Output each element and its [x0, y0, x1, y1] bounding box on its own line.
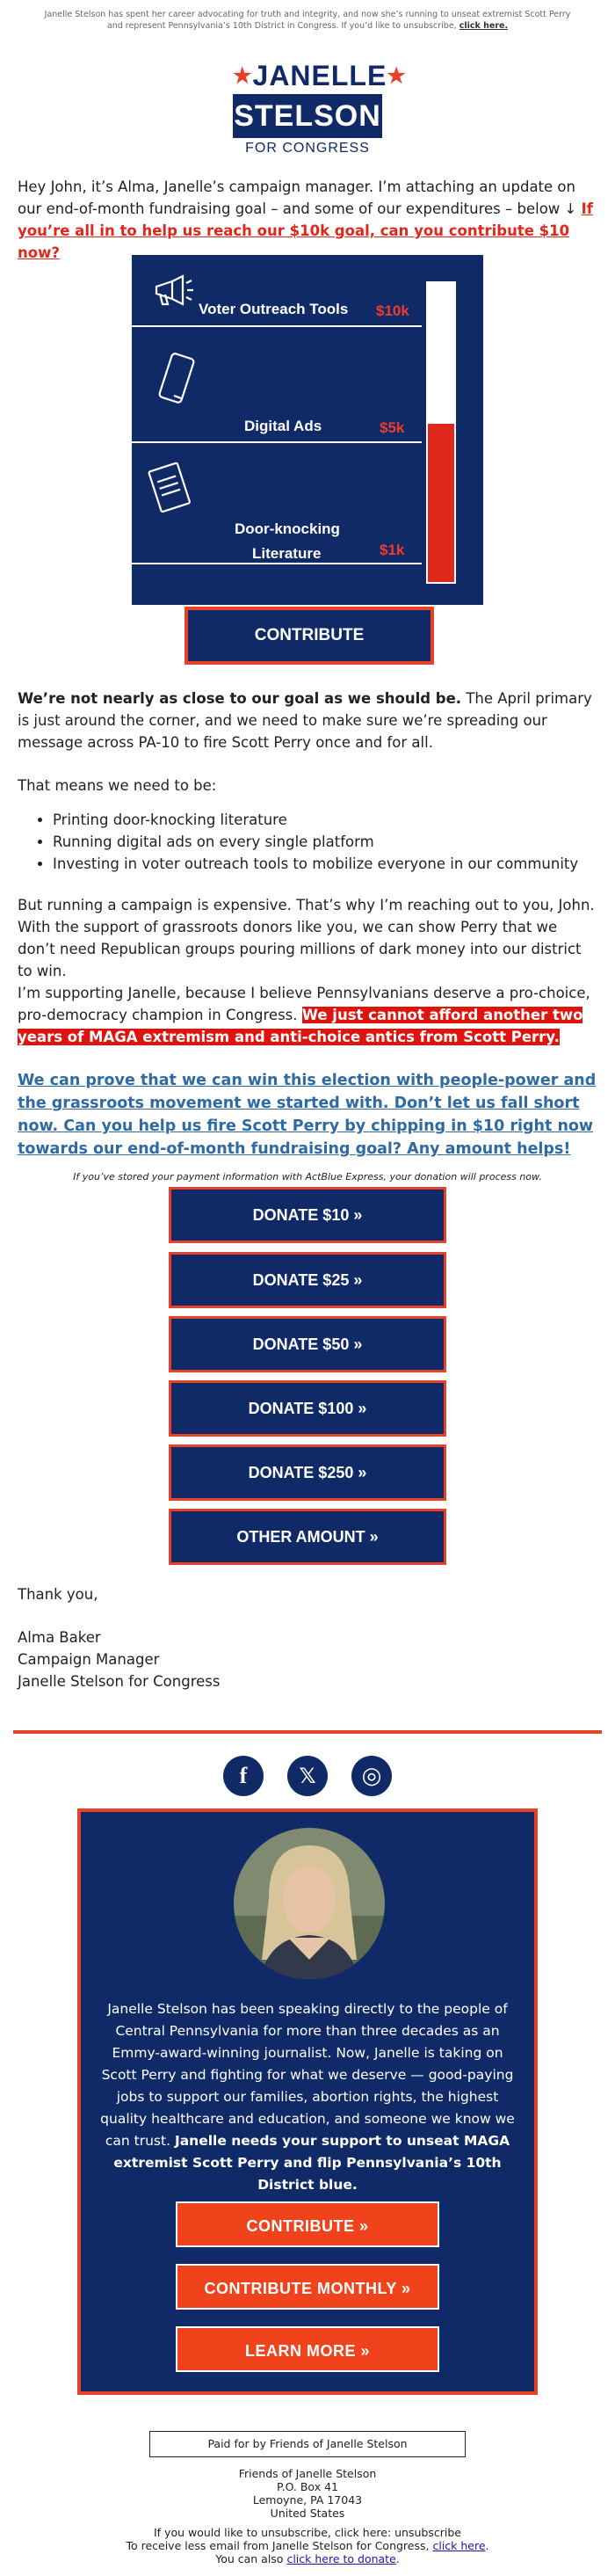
logo-first-name: JANELLE	[252, 60, 387, 91]
phone-icon	[156, 352, 200, 410]
footer-address-line: P.O. Box 41	[277, 2480, 338, 2493]
candidate-card	[77, 1808, 538, 2395]
paragraph-support	[18, 982, 597, 1048]
signoff-thanks: Thank you,	[18, 1586, 98, 1603]
graphic-label-door-knocking: Door-knocking	[235, 520, 340, 537]
goal-progress-fill	[428, 424, 454, 582]
goal-status-text: The April primary is just around the corner, and we need to make sure we’re spreading our message across PA-10 to fire Scott Perry once and for all.	[18, 690, 592, 751]
preheader	[0, 0, 615, 32]
footer-address-country: United States	[270, 2507, 345, 2520]
needs-list	[18, 809, 597, 875]
divider	[132, 563, 422, 564]
footer-address-line: Lemoyne, PA 17043	[252, 2493, 363, 2507]
goal-progress-thermometer	[426, 281, 456, 584]
campaign-logo	[233, 58, 407, 156]
donate-ask-link[interactable]: We can prove that we can win this election with people-power and the grassroots movement we started with. Don’t let us fall short now. Can you help us fire Scott Perry by chipping in $10 right now towards our end-of-month fundraising goal? Any amount helps!	[18, 1072, 597, 1158]
paid-for-disclaimer: Paid for by Friends of Janelle Stelson	[149, 2431, 466, 2457]
divider	[132, 441, 422, 443]
graphic-amount-digital: $5k	[380, 419, 405, 436]
facebook-icon[interactable]: f	[223, 1756, 264, 1796]
donate-100-button[interactable]: DONATE $100 »	[169, 1380, 446, 1437]
list-item: • Investing in voter outreach tools to mobilize everyone in our community	[53, 853, 597, 875]
card-contribute-button[interactable]: CONTRIBUTE »	[176, 2201, 439, 2247]
footer-donate-link[interactable]: click here to donate	[286, 2552, 396, 2565]
footer-unsubscribe[interactable]: If you would like to unsubscribe, click here: unsubscribe	[154, 2526, 461, 2539]
graphic-label-literature: Literature	[252, 545, 322, 562]
candidate-photo	[234, 1828, 385, 1979]
support-highlight: We just cannot afford another two years of MAGA extremism and anti-choice antics from Scott Perry.	[18, 1007, 583, 1045]
candidate-bio-text: Janelle Stelson has been speaking directly to the people of Central Pennsylvania for more than three decades as an Emmy-award-winning journalist. Now, Janelle is taking on Scott Perry and fighting for what we deserve — good-paying jobs to support our families, abortion rights, the highest quality healthcare and education, and someone we know we can trust.	[100, 2001, 515, 2149]
paragraph-goal-status	[18, 688, 597, 753]
divider	[13, 1730, 602, 1734]
candidate-bio	[100, 1998, 515, 2196]
preheader-text: Janelle Stelson has spent her career advocating for truth and integrity, and now she’s running to unseat extremist Scott Perry and represent Pennsylvania’s 10th District in Congress. If you’d like to unsubscribe,	[44, 10, 571, 31]
contribute-button[interactable]: CONTRIBUTE	[184, 607, 434, 665]
unsubscribe-link[interactable]: click here.	[459, 21, 509, 31]
graphic-amount-outreach: $10k	[376, 302, 409, 319]
less-email-link[interactable]: click here	[432, 2539, 486, 2552]
donate-10-button[interactable]: DONATE $10 »	[169, 1187, 446, 1243]
megaphone-icon	[151, 273, 195, 309]
intro-paragraph	[18, 176, 597, 264]
paragraph-expense: But running a campaign is expensive. That’s why I’m reaching out to you, John. With the support of grassroots donors like you, we can show Perry that we don’t need Republican groups pouring millions of dark money into our district to win.	[18, 897, 595, 979]
star-icon: ★	[387, 64, 407, 88]
card-learn-more-button[interactable]: LEARN MORE »	[176, 2326, 439, 2372]
intro-text: Hey John, it’s Alma, Janelle’s campaign manager. I’m attaching an update on our end-of-month fundraising goal – and some of our expenditures – below ↓	[18, 178, 582, 217]
signoff-title: Campaign Manager	[18, 1651, 160, 1668]
logo-tagline: FOR CONGRESS	[245, 141, 370, 156]
paragraph-needs-intro: That means we need to be:	[18, 777, 217, 794]
card-contribute-monthly-button[interactable]: CONTRIBUTE MONTHLY »	[176, 2264, 439, 2310]
candidate-bio-bold: Janelle needs your support to unseat MAGA extremist Scott Perry and flip Pennsylvania’s 10th District blue.	[113, 2133, 510, 2193]
donate-50-button[interactable]: DONATE $50 »	[169, 1316, 446, 1372]
donate-250-button[interactable]: DONATE $250 »	[169, 1444, 446, 1501]
graphic-amount-door-knocking: $1k	[380, 542, 405, 558]
paragraph-ask	[18, 1069, 597, 1161]
x-icon[interactable]: 𝕏	[287, 1756, 328, 1796]
list-item: • Running digital ads on every single platform	[53, 831, 597, 853]
graphic-label-outreach: Voter Outreach Tools	[199, 301, 349, 317]
footer-address-name: Friends of Janelle Stelson	[238, 2467, 377, 2480]
star-icon: ★	[233, 64, 253, 88]
support-text: I’m supporting Janelle, because I believe Pennsylvanians deserve a pro-choice, pro-democracy champion in Congress.	[18, 985, 590, 1023]
flyer-icon	[146, 459, 195, 517]
divider	[132, 325, 422, 327]
goal-status-bold: We’re not nearly as close to our goal as we should be.	[18, 690, 462, 707]
signoff-name: Alma Baker	[18, 1629, 101, 1646]
list-item: • Printing door-knocking literature	[53, 809, 597, 831]
fundraising-graphic[interactable]	[132, 255, 483, 605]
intro-cta-link[interactable]: If you’re all in to help us reach our $10k goal, can you contribute $10 now?	[18, 200, 593, 261]
donate-other-amount-button[interactable]: OTHER AMOUNT »	[169, 1509, 446, 1565]
graphic-label-digital: Digital Ads	[244, 418, 322, 434]
logo-last-name: STELSON	[233, 94, 382, 138]
footer-less-email: To receive less email from Janelle Stelson for Congress, click here.	[126, 2539, 489, 2552]
instagram-icon[interactable]: ◎	[351, 1756, 392, 1796]
donate-25-button[interactable]: DONATE $25 »	[169, 1252, 446, 1308]
actblue-express-note: If you’ve stored your payment information with ActBlue Express, your donation will process now.	[73, 1171, 542, 1182]
footer-donate: You can also click here to donate.	[215, 2552, 400, 2565]
signoff-org: Janelle Stelson for Congress	[18, 1673, 221, 1690]
